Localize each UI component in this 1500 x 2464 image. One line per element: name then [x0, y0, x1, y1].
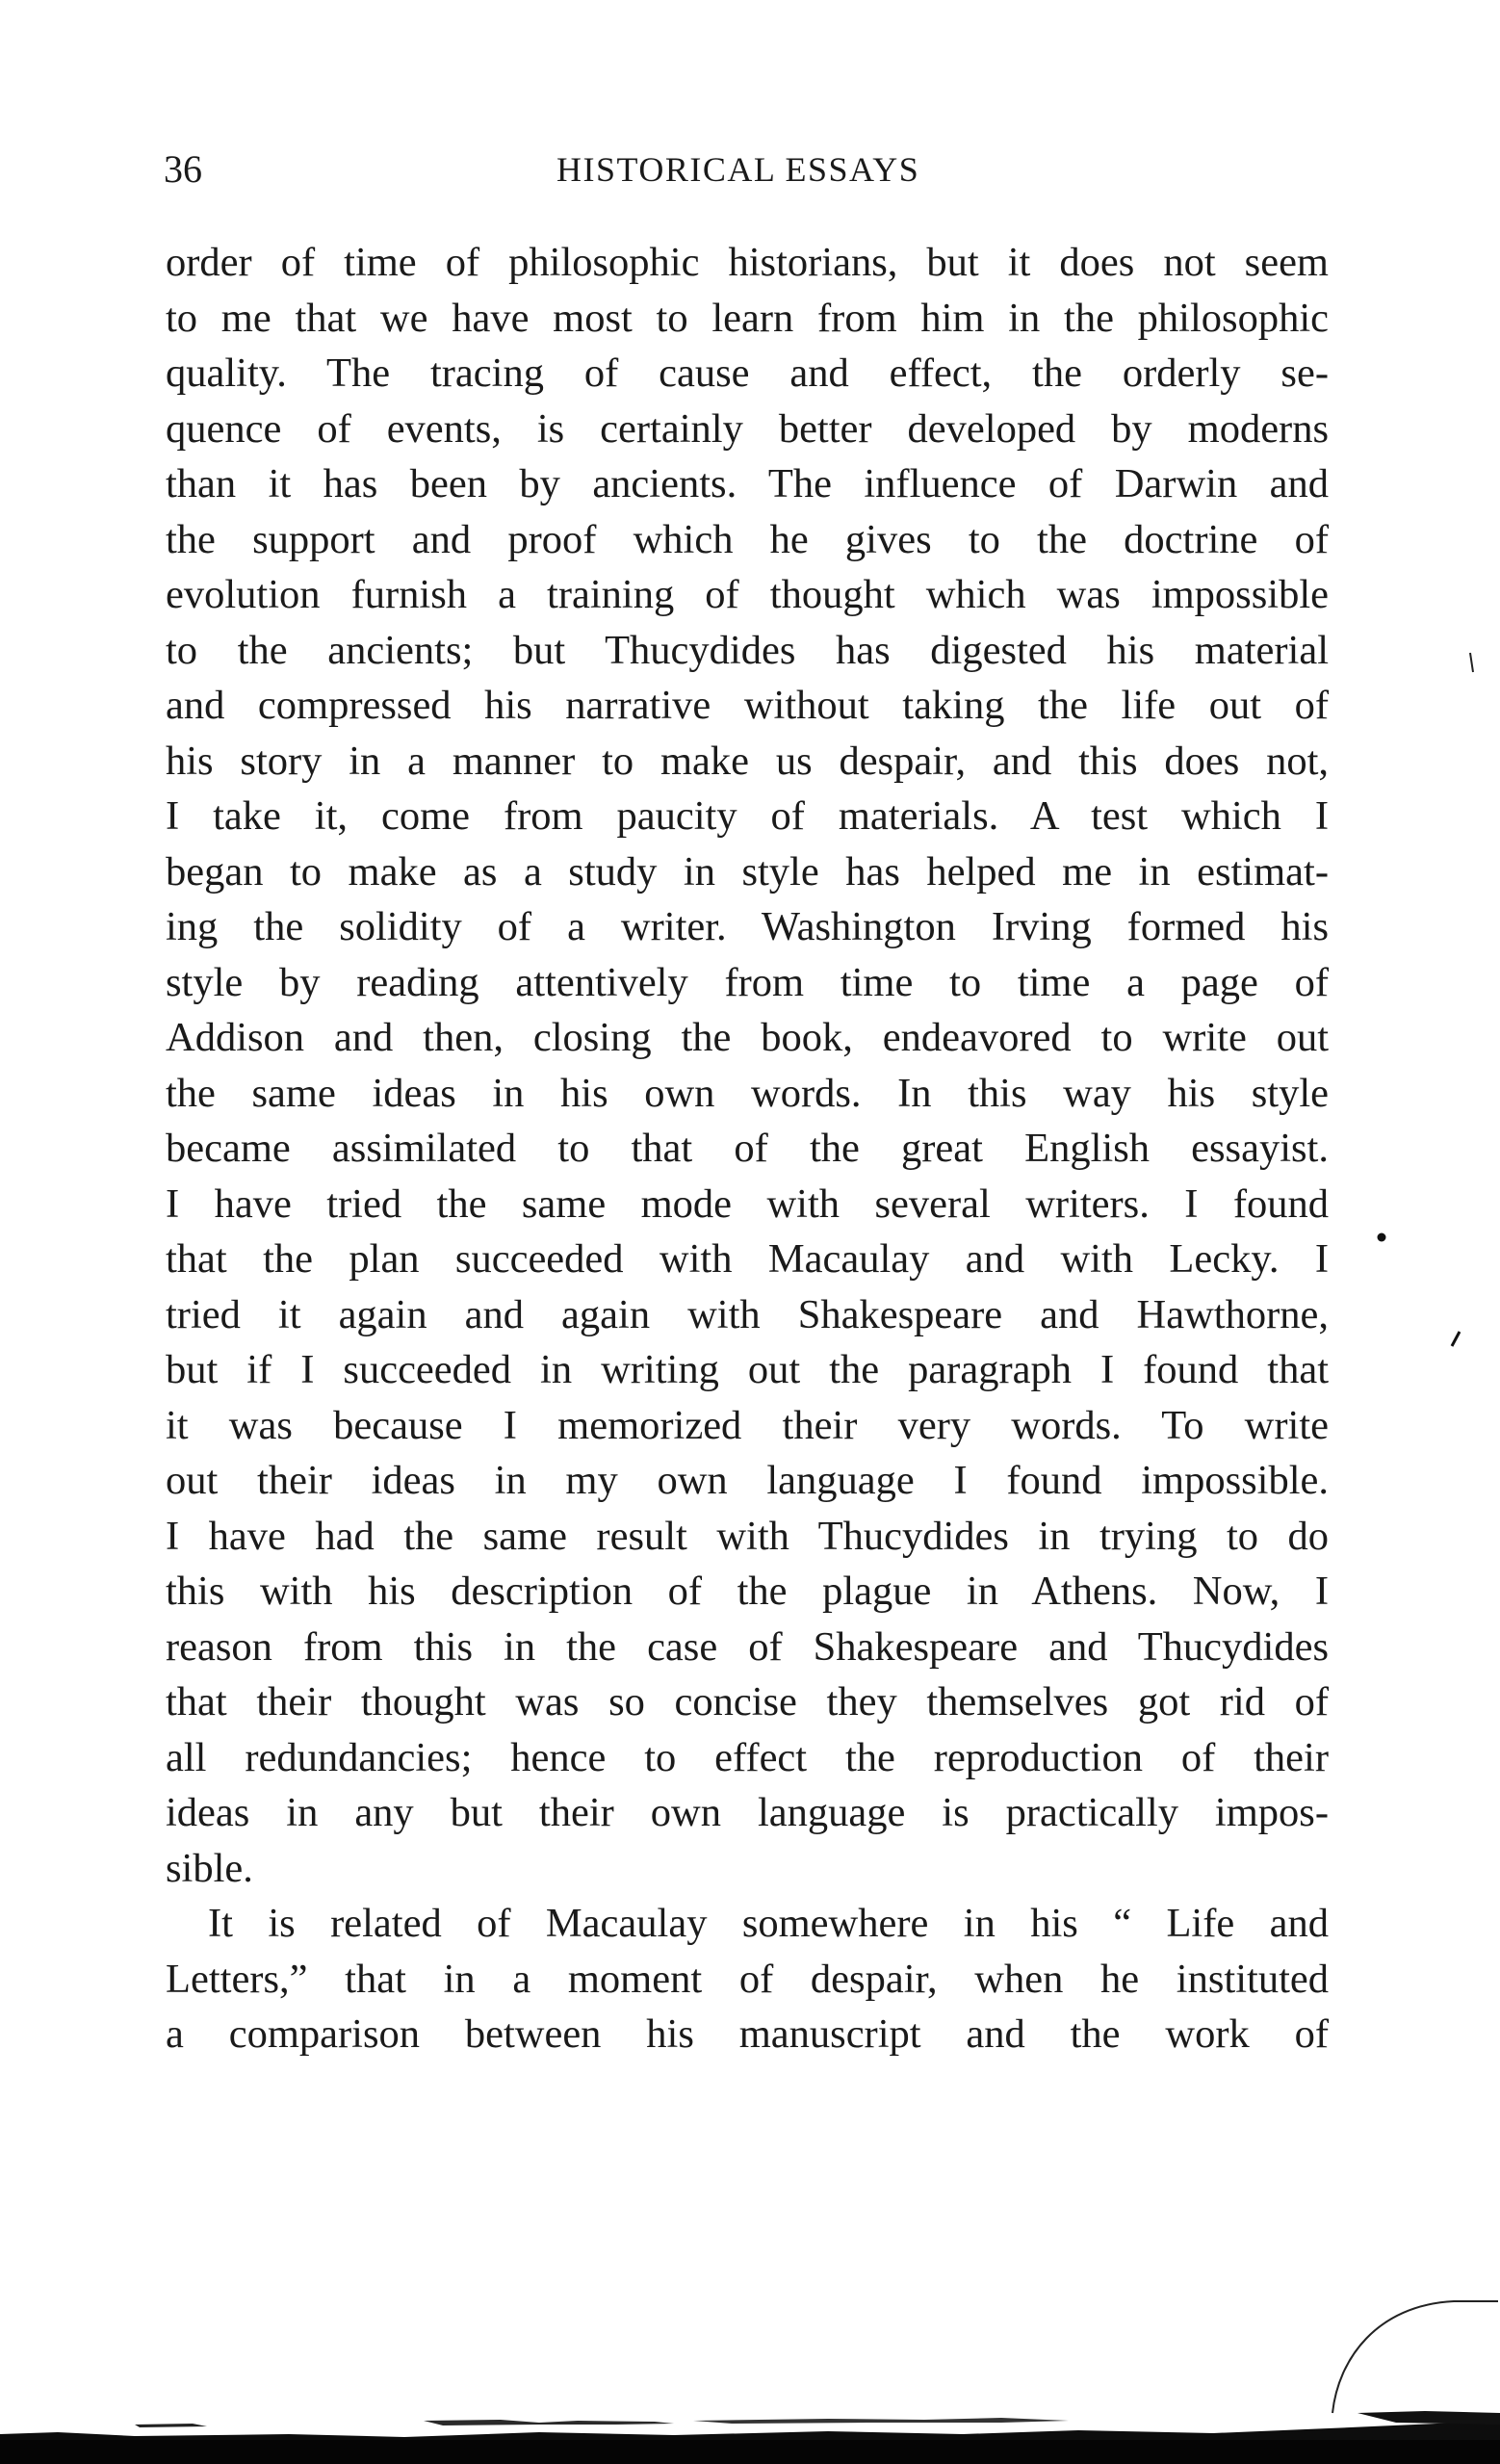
bottom-scan-edge	[0, 2396, 1500, 2464]
margin-mark	[1467, 651, 1477, 676]
text-line: the support and proof which he gives to the doctrine of	[166, 516, 1329, 562]
text-line: a comparison between his manuscript and the work of	[166, 2011, 1329, 2057]
paragraph-1	[166, 235, 1329, 1896]
page-number: 36	[164, 147, 202, 191]
text-line: Letters,” that in a moment of despair, when he instituted	[166, 1956, 1329, 2002]
text-line: quality. The tracing of cause and effect, the orderly se-	[166, 350, 1329, 396]
text-line: reason from this in the case of Shakespeare and Thucydides	[166, 1623, 1329, 1670]
text-line: but if I succeeded in writing out the paragraph I found that	[166, 1347, 1329, 1392]
text-line: that the plan succeeded with Macaulay and with Lecky. I	[166, 1236, 1329, 1282]
text-line: Addison and then, closing the book, endeavored to write out	[166, 1015, 1329, 1060]
text-line: to me that we have most to learn from him in the philosophic	[166, 295, 1329, 341]
text-line: style by reading attentively from time to time a page of	[166, 959, 1329, 1005]
text-line: became assimilated to that of the great English essayist.	[166, 1126, 1329, 1171]
text-line: the same ideas in his own words. In this way his style	[166, 1070, 1329, 1116]
text-line: and compressed his narrative without taking the life out of	[166, 683, 1329, 728]
text-line: I take it, come from paucity of materials. A test which I	[166, 793, 1329, 839]
text-line: sible.	[166, 1845, 253, 1891]
text-line: his story in a manner to make us despair, and this does not,	[166, 738, 1329, 784]
text-line: tried it again and again with Shakespeare and Hawthorne,	[166, 1291, 1329, 1337]
text-line: all redundancies; hence to effect the reproduction of their	[166, 1734, 1329, 1780]
body-text	[166, 235, 1329, 2062]
margin-tick	[1448, 1329, 1463, 1350]
text-line: ing the solidity of a writer. Washington Irving formed his	[166, 904, 1329, 949]
text-line: evolution furnish a training of thought which was impossible	[166, 572, 1329, 617]
text-line: quence of events, is certainly better developed by moderns	[166, 405, 1329, 452]
text-line: it was because I memorized their very words. To write	[166, 1402, 1329, 1448]
text-line: that their thought was so concise they themselves got rid of	[166, 1679, 1329, 1725]
text-line: order of time of philosophic historians, but it does not seem	[166, 240, 1329, 285]
text-line: this with his description of the plague in Athens. Now, I	[166, 1569, 1329, 1614]
text-line: began to make as a study in style has helped me in estimat-	[166, 848, 1329, 895]
text-line: out their ideas in my own language I found impossible.	[166, 1458, 1329, 1503]
text-line: than it has been by ancients. The influence of Darwin and	[166, 461, 1329, 506]
running-head: HISTORICAL ESSAYS	[556, 150, 920, 189]
paragraph-2	[166, 1896, 1329, 2062]
text-line: It is related of Macaulay somewhere in his “ Life and	[208, 1901, 1329, 1946]
text-line: I have tried the same mode with several writers. I found	[166, 1180, 1329, 1227]
text-line: I have had the same result with Thucydides in trying to do	[166, 1513, 1329, 1559]
text-line: to the ancients; but Thucydides has digested his material	[166, 627, 1329, 673]
margin-dot	[1375, 1231, 1388, 1244]
text-line: ideas in any but their own language is practically impos-	[166, 1790, 1329, 1835]
